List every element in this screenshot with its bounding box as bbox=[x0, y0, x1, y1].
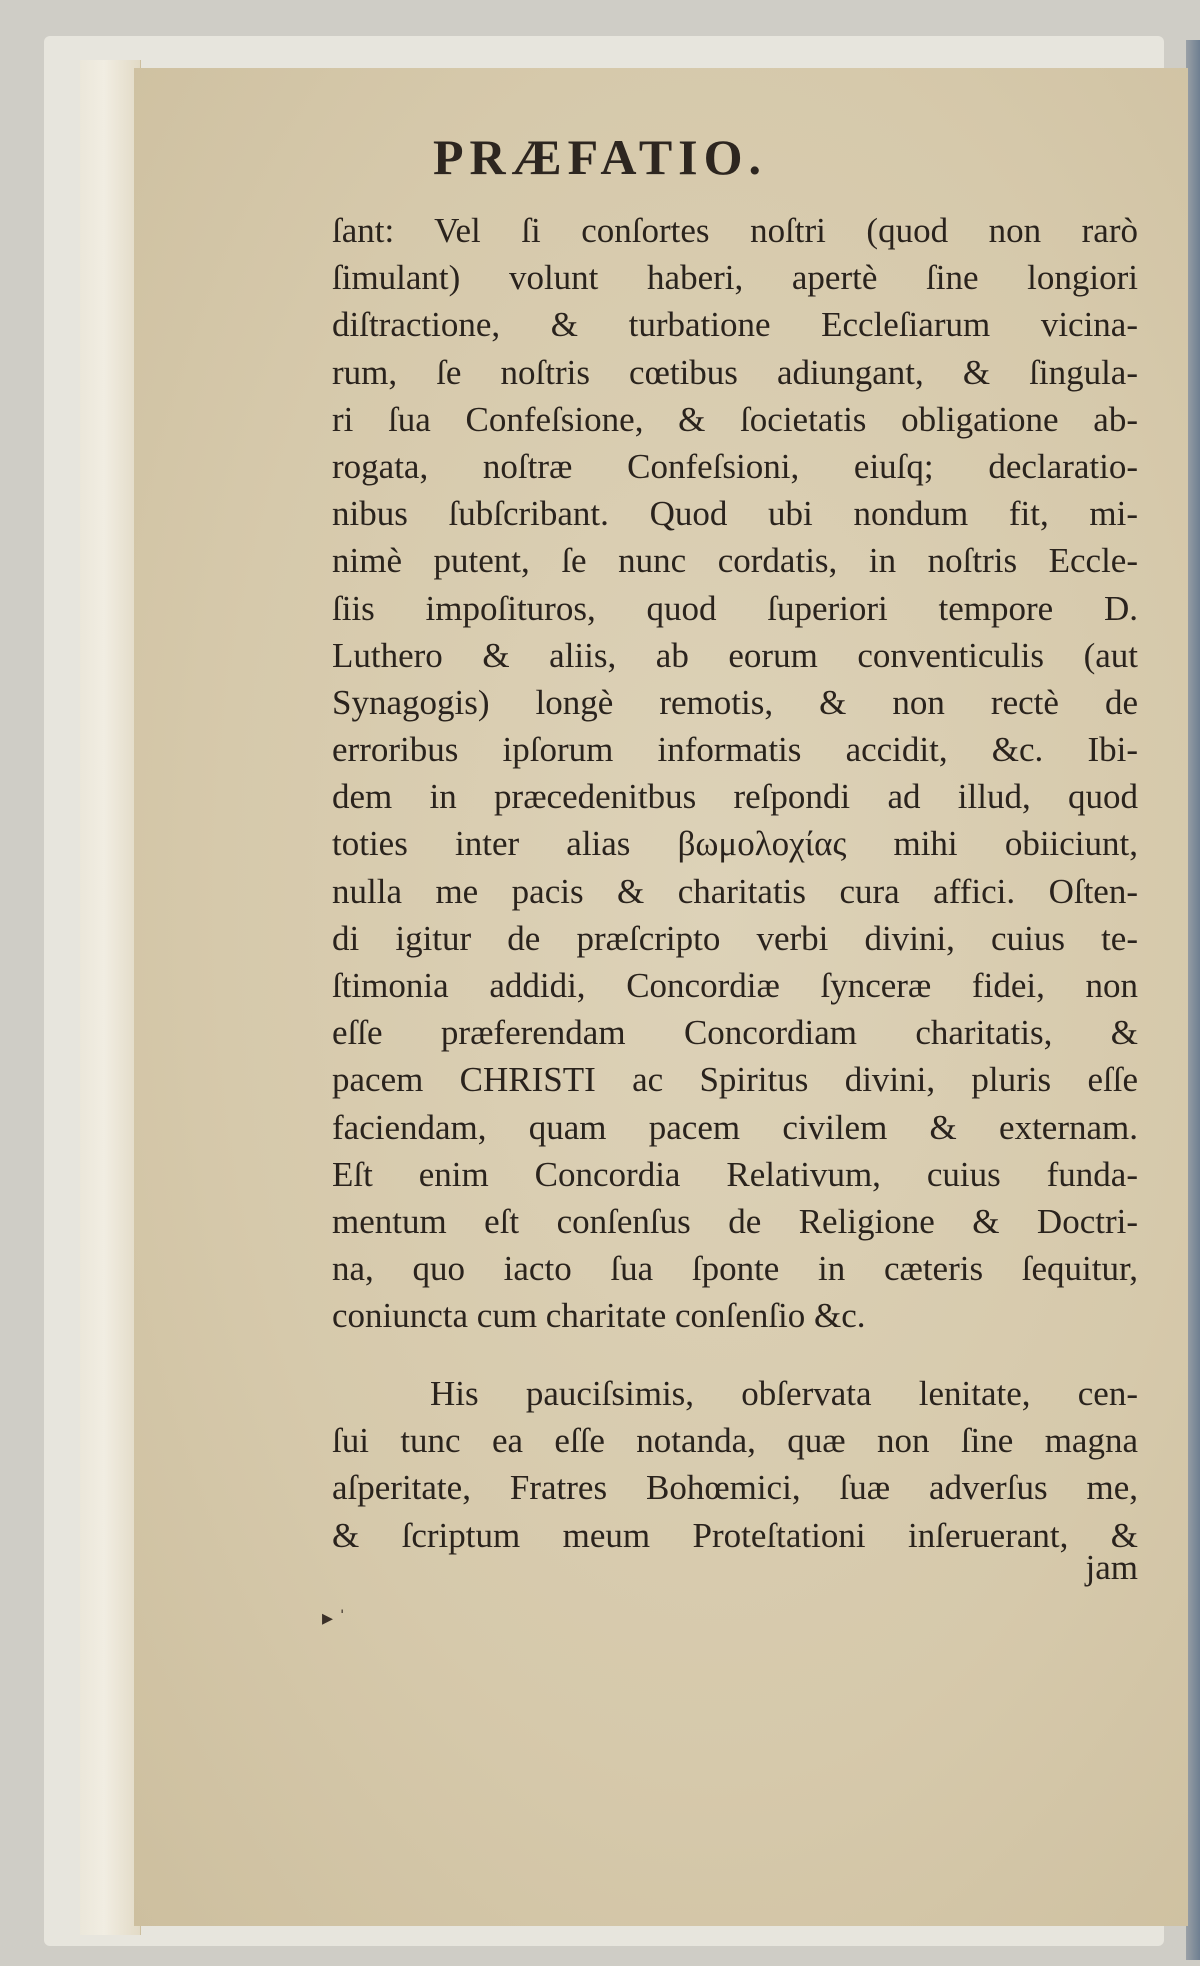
text-line: toties inter alias βωμολοχίας mihi obiiciunt, bbox=[332, 824, 1138, 864]
text-line: dem in præcedenitbus reſpondi ad illud, quod bbox=[332, 777, 1138, 817]
paragraph-1 bbox=[332, 207, 1138, 1340]
text-line: His pauciſsimis, obſervata lenitate, cen- bbox=[430, 1374, 1138, 1413]
text-line: mentum eſt conſenſus de Religione & Doctri- bbox=[332, 1201, 1138, 1241]
text-line: rogata, noſtræ Confeſsioni, eiuſq; declaratio- bbox=[332, 446, 1138, 486]
text-line: ſtimonia addidi, Concordiæ ſynceræ fidei, non bbox=[332, 966, 1138, 1005]
text-line: ſimulant) volunt haberi, apertè ſine longiori bbox=[332, 258, 1138, 298]
text-line: erroribus ipſorum informatis accidit, &c. Ibi- bbox=[332, 730, 1138, 770]
paragraph-2 bbox=[332, 1370, 1138, 1559]
text-line: Luthero & aliis, ab eorum conventiculis (aut bbox=[332, 635, 1138, 675]
text-line: na, quo iacto ſua ſponte in cæteris ſequitur, bbox=[332, 1249, 1138, 1289]
catchword: jam bbox=[1085, 1548, 1138, 1587]
text-line: coniuncta cum charitate conſenſio &c. bbox=[332, 1296, 866, 1336]
text-line: eſſe præferendam Concordiam charitatis, & bbox=[332, 1013, 1138, 1053]
text-line: ſiis impoſituros, quod ſuperiori tempore D. bbox=[332, 588, 1138, 628]
book-spine-edge bbox=[1186, 40, 1200, 1960]
text-line: ſant: Vel ſi conſortes noſtri (quod non rarò bbox=[332, 211, 1138, 250]
page-edges bbox=[80, 60, 141, 1935]
text-line: nibus ſubſcribant. Quod ubi nondum fit, mi- bbox=[332, 494, 1138, 534]
text-line: ſui tunc ea eſſe notanda, quæ non ſine magna bbox=[332, 1421, 1138, 1461]
text-line: & ſcriptum meum Proteſtationi inſeruerant, & bbox=[332, 1515, 1138, 1555]
text-line: Eſt enim Concordia Relativum, cuius funda- bbox=[332, 1154, 1138, 1194]
text-line: Synagogis) longè remotis, & non rectè de bbox=[332, 682, 1138, 722]
text-line: di igitur de præſcripto verbi divini, cuius te- bbox=[332, 918, 1138, 958]
text-line: ri ſua Confeſsione, & ſocietatis obligatione ab- bbox=[332, 399, 1138, 439]
text-line: aſperitate, Fratres Bohœmici, ſuæ adverſus me, bbox=[332, 1468, 1138, 1508]
text-line: nimè putent, ſe nunc cordatis, in noſtris Eccle- bbox=[332, 541, 1138, 581]
text-line: diſtractione, & turbatione Eccleſiarum vicina- bbox=[332, 305, 1138, 345]
text-line: faciendam, quam pacem civilem & externam. bbox=[332, 1107, 1138, 1147]
text-line: rum, ſe noſtris cœtibus adiungant, & ſingula- bbox=[332, 352, 1138, 392]
ink-mark: ▸ ˈ bbox=[322, 1605, 346, 1630]
text-line: pacem CHRISTI ac Spiritus divini, pluris eſſe bbox=[332, 1060, 1138, 1100]
running-head: PRÆFATIO. bbox=[432, 129, 768, 185]
text-line: nulla me pacis & charitatis cura affici. Oſten- bbox=[332, 871, 1138, 911]
